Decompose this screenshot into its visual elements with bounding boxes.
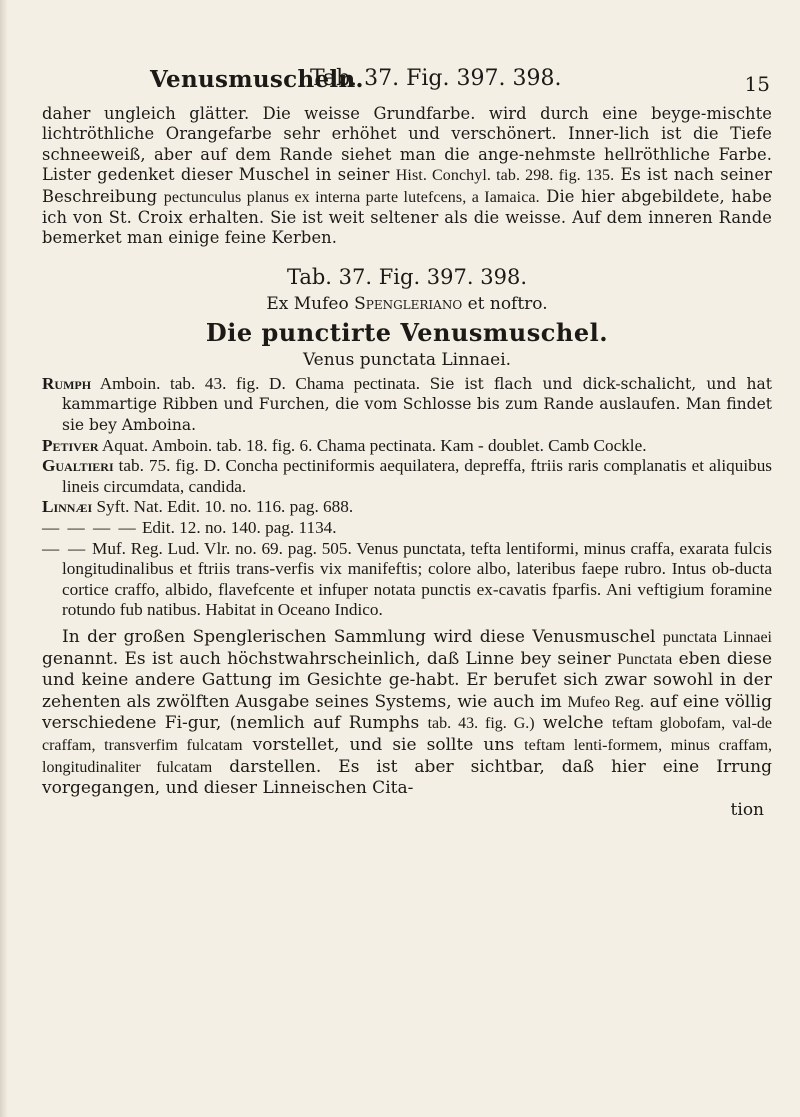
reference-text: Edit. 12. no. 140. pag. 1134. — [141, 518, 337, 537]
collection-prefix: Ex Mufeo — [266, 293, 349, 314]
reference-entry — [42, 497, 772, 518]
closing-latin-1: punctata Linnaei — [662, 628, 772, 646]
intro-text-3: Die hier abgebildete, habe ich von St. Croix erhalten. Sie ist weit seltener als die weisse. Auf dem inneren Rande bemerket man einige feine Kerben. — [42, 186, 772, 248]
closing-latin-6: teftam lenti-formem, minus craffam, longitudinaliter fulcatam — [42, 736, 773, 776]
page-edge-shadow — [0, 0, 8, 1117]
reference-entry — [42, 539, 772, 621]
intro-paragraph — [42, 104, 772, 249]
closing-latin-4: tab. 43. fig. G.) — [427, 715, 535, 733]
closing-text-7: darstellen. Es ist aber sichtbar, daß hier eine Irrung vorgegangen, und dieser Linneischen Cita- — [42, 756, 772, 799]
reference-entry — [42, 374, 772, 436]
reference-ditto-dashes: — — — — — [42, 518, 138, 537]
species-latin-name: Venus punctata Linnaei. — [302, 349, 512, 370]
reference-author: Gualtieri — [42, 456, 114, 476]
reference-german-note: Sie ist flach und dick-schalicht, und hat kammartige Ribben und Furchen, die vom Schlosse bis zum Rande auslaufen. Man findet sie bey Amboina. — [62, 374, 772, 435]
reference-author: Linnæi — [42, 497, 93, 517]
reference-entry — [42, 518, 772, 539]
closing-text-3: eben diese und keine andere Gattung im Gesichte ge-habt. Er berufet sich zwar sowohl in der zehenten als zwölften Ausgabe seines Systems, wie auch im — [42, 648, 773, 712]
collection-name: Spengleriano — [354, 293, 463, 314]
closing-paragraph — [42, 627, 772, 800]
species-heading — [42, 265, 772, 370]
closing-text-5: welche — [542, 713, 604, 734]
section-plate-line: Tab. 37. Fig. 397. 398. — [286, 264, 528, 289]
reference-author: Petiver — [42, 435, 99, 455]
reference-entry — [42, 456, 772, 497]
closing-latin-5: teftam globofam, val-de craffam, transverfim fulcatam — [42, 715, 772, 754]
catchword: tion — [730, 799, 764, 820]
closing-text-6: vorstellet, und sie sollte uns — [252, 734, 515, 755]
reference-text: Syft. Nat. Edit. 10. no. 116. pag. 688. — [96, 497, 354, 517]
reference-list — [42, 374, 772, 621]
reference-entry — [42, 436, 772, 457]
closing-text-4: auf eine völlig verschiedene Fi-gur, (nemlich auf Rumphs — [42, 691, 772, 734]
closing-text-1: In der großen Spenglerischen Sammlung wird diese Venusmuschel — [62, 626, 656, 647]
reference-author: Rumph — [42, 373, 92, 393]
closing-text-2: genannt. Es ist auch höchstwahrscheinlich, daß Linne bey seiner — [42, 648, 611, 669]
reference-ditto-dashes: — — — [42, 538, 88, 558]
running-header — [42, 64, 772, 104]
species-title: Die punctirte Venusmuschel. — [205, 317, 609, 347]
page-number: 15 — [744, 72, 770, 96]
reference-text: Muf. Reg. Lud. Vlr. no. 69. pag. 505. Venus punctata, tefta lentiformi, minus craffa, exarata fulcis longitudinalibus et ftriis trans-verfis vix manifeftis; colore albo, lateribus faepe rubro. Intus ob-ducta cortice craffo, albido, flavefcente et infuper notata punctis ex-cavatis fparfis. Ani veftigium foramine rotundo fub natibus. Habitat in Oceano Indico. — [62, 538, 773, 620]
reference-text: Amboin. tab. 43. fig. D. Chama pectinata. — [99, 373, 420, 393]
collection-suffix: et noftro. — [467, 293, 548, 314]
reference-text: tab. 75. fig. D. Concha pectiniformis aequilatera, depreffa, ftriis raris complanatis et aliquibus lineis circumdata, candida. — [62, 456, 773, 496]
plate-reference: Tab. 37. Fig. 397. 398. — [310, 66, 562, 91]
intro-text-1: daher ungleich glätter. Die weisse Grundfarbe. wird durch eine beyge-mischte lichtröthliche Orangefarbe sehr erhöhet und verschönert. Inner-lich ist die Tiefe schneeweiß, aber auf dem Rande siehet man die ange-nehmste hellröthliche Farbe. Lister gedenket dieser Muschel in seiner — [42, 104, 772, 185]
book-page — [42, 64, 772, 820]
intro-latin-2: pectunculus planus ex interna parte lutefcens, a Iamaica. — [163, 188, 540, 206]
closing-latin-2: Punctata — [617, 650, 673, 668]
intro-text-2: Es ist nach seiner Beschreibung — [42, 165, 772, 206]
reference-text: Aquat. Amboin. tab. 18. fig. 6. Chama pectinata. Kam - doublet. Camb Cockle. — [101, 435, 647, 455]
intro-latin-1: Hist. Conchyl. tab. 298. fig. 135. — [395, 167, 615, 185]
closing-latin-3: Mufeo Reg. — [567, 693, 645, 711]
collection-line — [42, 294, 772, 314]
running-title: Venusmuscheln. — [150, 66, 364, 93]
